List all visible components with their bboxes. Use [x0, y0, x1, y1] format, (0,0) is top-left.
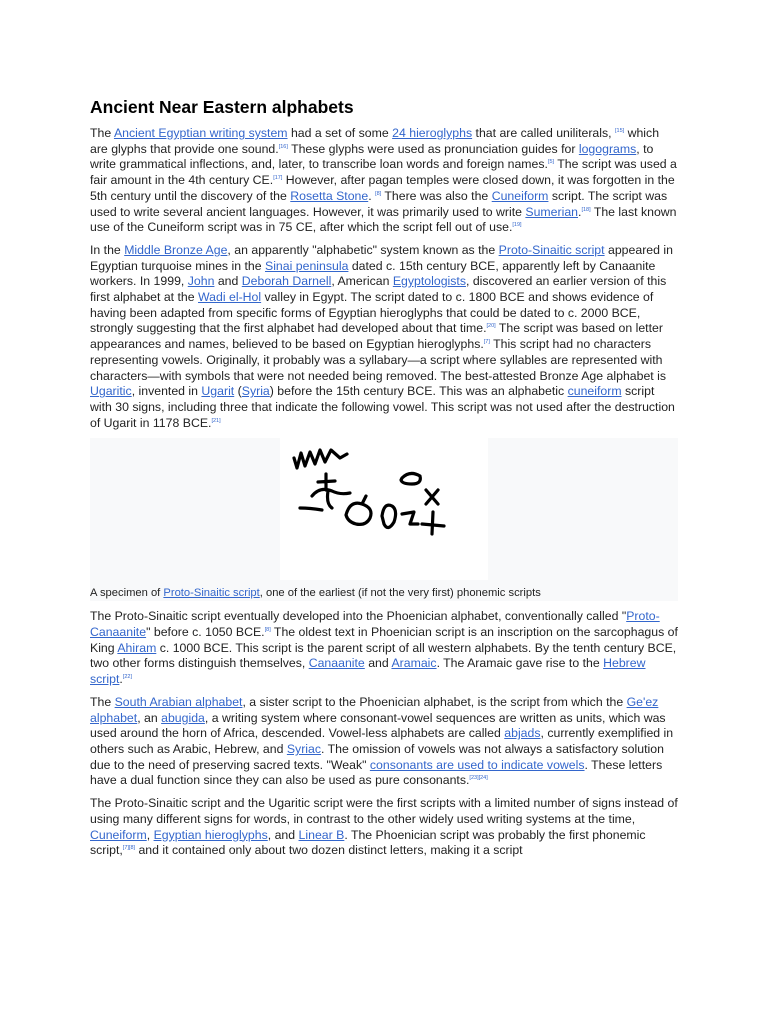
article-link[interactable]: Linear B	[298, 827, 345, 842]
text-run: and	[364, 656, 392, 671]
article-section	[90, 96, 678, 866]
text-run: These glyphs were used as pronunciation guides for	[287, 141, 579, 156]
text-run: script with 30 signs, including three that indicate the following vowel. This script was not used after the destruction of Ugarit in 1178 BCE.	[90, 384, 675, 430]
article-link[interactable]: Aramaic	[391, 656, 437, 671]
article-link[interactable]: Egyptian hieroglyphs	[153, 827, 268, 842]
text-run: This script had no characters representing vowels. Originally, it probably was a syllabary—a script where syllables are represented with characters—with symbols that were not needed being removed. The best-attested Bronze Age alphabet is	[90, 337, 667, 383]
text-run: had a set of some	[287, 126, 393, 140]
citation-link[interactable]: [7]	[483, 339, 490, 346]
figure-proto-sinaitic	[90, 438, 678, 601]
paragraph-egyptian	[90, 126, 678, 236]
article-link[interactable]: South Arabian alphabet	[114, 694, 243, 709]
citation-link[interactable]: [15]	[614, 127, 625, 134]
text-run: , to write grammatical inflections, and, later, to transcribe loan words and foreign names.	[90, 141, 654, 172]
text-run: and	[214, 274, 242, 289]
text-run: , discovered an earlier version of this first alphabet at the	[90, 274, 667, 305]
text-run: c. 1000 BCE. This script is the parent script of all western alphabets. By the tenth century BCE, two other forms distinguish themselves,	[90, 640, 677, 671]
text-run: and it contained only about two dozen distinct letters, making it a script	[135, 843, 523, 858]
article-link[interactable]: consonants are used to indicate vowels	[369, 757, 585, 772]
text-run: which are glyphs that provide one sound.	[90, 126, 660, 156]
text-run: , a writing system where consonant-vowel sequences are written as units, which was used around the horn of Africa, descended. Vowel-less alphabets are called	[90, 710, 666, 741]
proto-sinaitic-inscription-image[interactable]	[280, 438, 488, 580]
article-link[interactable]: Cuneiform	[90, 827, 147, 842]
article-link[interactable]: Sumerian	[525, 204, 579, 219]
text-run: The Proto-Sinaitic script eventually developed into the Phoenician alphabet, conventionally called "	[90, 609, 627, 624]
article-link[interactable]: Proto-Sinaitic script	[498, 242, 605, 257]
citation-link[interactable]: [21]	[211, 417, 221, 424]
text-run: . The Aramaic gave rise to the	[436, 656, 604, 671]
paragraph-limited-signs	[90, 796, 678, 859]
citation-link[interactable]: [7][8]	[122, 845, 136, 852]
text-run: (	[234, 384, 242, 399]
paragraph-south-arabian	[90, 695, 678, 789]
text-run: In the	[90, 242, 125, 257]
article-link[interactable]: Rosetta Stone	[290, 188, 369, 203]
text-run: The	[90, 694, 115, 709]
citation-link[interactable]: [8]	[375, 190, 382, 197]
article-link[interactable]: abjads	[504, 726, 541, 741]
article-link[interactable]: John	[187, 274, 215, 289]
text-run: appeared in Egyptian turquoise mines in the	[90, 242, 673, 273]
article-link[interactable]: Canaanite	[308, 656, 365, 671]
citation-link[interactable]: [18]	[581, 206, 591, 213]
text-run: , one of the earliest (if not the very first) phonemic scripts	[259, 587, 541, 600]
article-link[interactable]: Cuneiform	[491, 188, 549, 203]
text-run: , a sister script to the Phoenician alphabet, is the script from which the	[242, 694, 627, 709]
article-link[interactable]: Wadi el-Hol	[198, 290, 262, 305]
text-run: ) before the 15th century BCE. This was an alphabetic	[269, 384, 568, 399]
article-link[interactable]: Syriac	[286, 741, 322, 756]
paragraph-phoenician	[90, 609, 678, 688]
article-link[interactable]: abugida	[161, 710, 205, 725]
text-run: , an	[137, 710, 162, 725]
text-run: . The omission of vowels was not always a satisfactory solution due to the need of preserving sacred texts. "Weak"	[90, 741, 664, 772]
text-run: The oldest text in Phoenician script is an inscription on the sarcophagus of King	[90, 625, 678, 655]
article-link[interactable]: Proto-Canaanite	[90, 609, 660, 640]
text-run: The script was used a fair amount in the 4th century CE.	[90, 157, 677, 188]
text-run: .	[119, 672, 123, 687]
article-link[interactable]: Ugarit	[201, 384, 235, 399]
text-run: The script was based on letter appearances and names, believed to be based on Egyptian hieroglyphs.	[90, 321, 663, 352]
text-run: dated c. 15th century BCE, apparently left by Canaanite workers. In 1999,	[90, 258, 656, 289]
citation-link[interactable]: [5]	[547, 159, 555, 166]
article-link[interactable]: Proto-Sinaitic script	[163, 587, 260, 600]
text-run: A specimen of	[90, 587, 164, 600]
article-link[interactable]: Syria	[241, 384, 270, 399]
citation-link[interactable]: [16]	[278, 143, 288, 150]
text-run: The	[90, 126, 114, 140]
article-link[interactable]: Middle Bronze Age	[124, 242, 228, 257]
text-run: .	[578, 204, 582, 219]
text-run: " before c. 1050 BCE.	[146, 625, 265, 640]
text-run: . The Phoenician script was probably the first phonemic script,	[90, 827, 646, 858]
text-run: , American	[331, 274, 393, 289]
text-run: , currently exemplified in others such as Arabic, Hebrew, and	[90, 726, 674, 756]
article-link[interactable]: 24 hieroglyphs	[392, 126, 473, 140]
article-link[interactable]: Ahiram	[117, 640, 157, 655]
article-link[interactable]: logograms	[578, 141, 637, 156]
text-run: The Proto-Sinaitic script and the Ugaritic script were the first scripts with a limited number of signs instead of using many different signs for words, in contrast to the other widely used writing systems at the time,	[90, 796, 678, 826]
text-run: ,	[146, 827, 154, 842]
section-heading: Ancient Near Eastern alphabets	[90, 97, 354, 117]
text-run: , invented in	[131, 384, 202, 399]
citation-link[interactable]: [17]	[273, 175, 283, 182]
text-run: , and	[267, 827, 299, 842]
article-link[interactable]: Egyptologists	[392, 274, 466, 289]
text-run: However, after pagan temples were closed down, it was forgotten in the 5th century until the discovery of the	[90, 173, 675, 203]
text-run: The last known use of the Cuneiform script was in 75 CE, after which the script fell out of use.	[90, 204, 677, 235]
citation-link[interactable]: [20]	[486, 323, 496, 330]
text-run: that are called uniliterals,	[472, 126, 615, 140]
text-run: . These letters have a dual function since they can also be used as pure consonants.	[90, 757, 663, 788]
paragraph-proto-sinaitic	[90, 243, 678, 431]
citation-link[interactable]: [23][24]	[469, 775, 488, 782]
citation-link[interactable]: [19]	[512, 222, 522, 229]
citation-link[interactable]: [8]	[264, 626, 271, 633]
figure-caption	[90, 587, 541, 600]
article-link[interactable]: Ge'ez alphabet	[90, 694, 659, 725]
text-run: , an apparently "alphabetic" system known as the	[227, 242, 499, 257]
article-link[interactable]: Hebrew script	[90, 656, 646, 687]
article-link[interactable]: cuneiform	[567, 384, 622, 399]
text-run: script. The script was used to write several ancient languages. However, it was primarily used to write	[90, 188, 668, 219]
text-run: .	[368, 188, 376, 203]
inscription-glyphs	[280, 438, 488, 580]
citation-link[interactable]: [22]	[122, 674, 132, 681]
article-link[interactable]: Deborah Darnell	[241, 274, 332, 289]
text-run: There was also the	[381, 188, 492, 203]
article-link[interactable]: Sinai peninsula	[265, 258, 349, 273]
article-link[interactable]: Ugaritic	[90, 384, 132, 399]
article-link[interactable]: Ancient Egyptian writing system	[113, 126, 288, 140]
text-run: valley in Egypt. The script dated to c. 1800 BCE and shows evidence of having been adapted from specific forms of Egyptian hieroglyphs that could be dated to c. 2000 BCE, strongly suggesting that the first alphabet had developed about that time.	[90, 290, 654, 336]
